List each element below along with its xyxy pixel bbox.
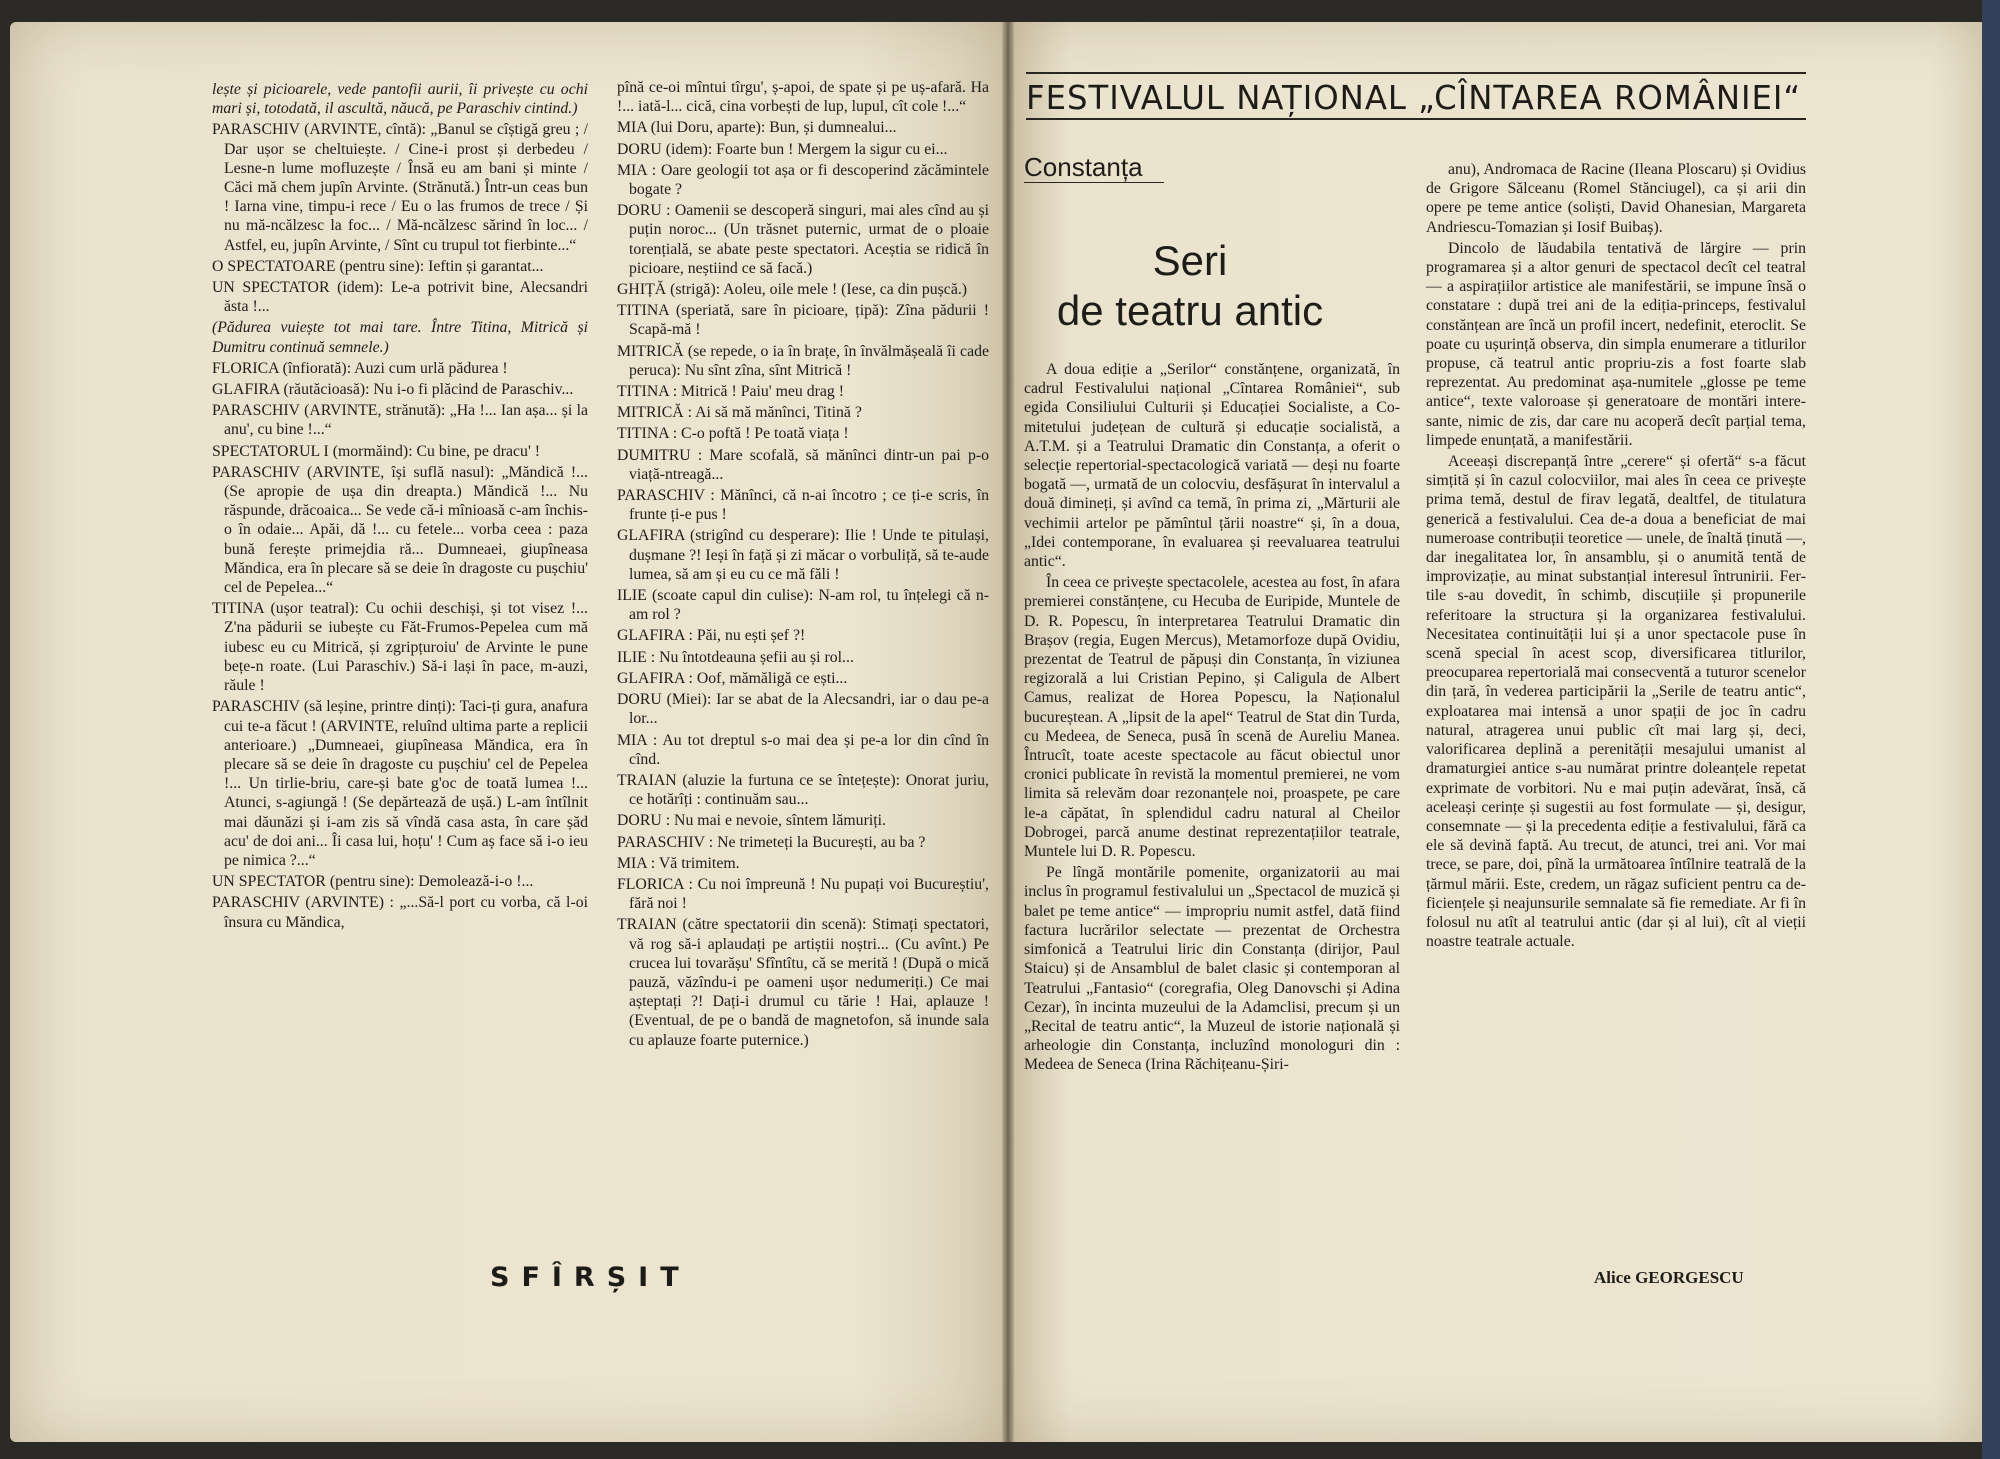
- article-column-1: [1024, 360, 1400, 1077]
- paragraph: PARASCHIV : Mănînci, că n-ai încotro ; ce ți-e scris, în frunte ți-e pus !: [617, 487, 989, 524]
- banner-rule-bottom: [1026, 118, 1806, 120]
- play-text-column-2: [617, 78, 989, 1052]
- banner-rule-top: [1026, 72, 1806, 74]
- paragraph: PARASCHIV (ARVINTE, cîntă): „Banul se cîștigă greu ; / Dar ușor se cheltuiește. / Cine-i prost și derbedeu / Lesne-n lume mofluzește / Însă eu am bani și minte / Căci mă chem jupîn Arvinte. (Strănută.) Într-un ceas bun ! Iarna vine, timpu-i rece / Eu o las frumos de trece / Și nu mă-ncălzesc la foc... / Mă-ncălzesc sărind în loc... / Astfel, eu, jupîn Arvinte, / Sînt cu trupul tot fierbinte...“: [212, 121, 588, 254]
- city-underline: [1024, 182, 1164, 183]
- paragraph: GLAFIRA : Oof, mămăligă ce ești...: [617, 669, 848, 687]
- paragraph: A doua ediție a „Serilor“ constănțene, organizată, în cadrul Festivalului național „Cîntarea României“, sub egida Consiliului Culturii și Educației Socialiste, a Comitetului județean de cultură și educație socialistă, a A.T.M. și a Teatrului Dramatic din Constanța, a oferit o selecție repertorial-spectacologică variată — deși nu foarte bogată —, urmată de un colocviu, desfășurat în intervalul a două dimineți, și avînd ca temă, în prima zi, „Mărturii ale vechimii artelor pe pămîntul țării noastre“ și, în a doua, „Idei contemporane, în evaluarea și reevaluarea teatrului antic“.: [1024, 361, 1400, 571]
- paragraph: ILIE : Nu întotdeauna șefii au și rol...: [617, 648, 854, 666]
- book-gutter: [1002, 22, 1014, 1442]
- paragraph: MITRICĂ : Ai să mă mănînci, Titină ?: [617, 404, 862, 422]
- paragraph: TITINA : Mitrică ! Paiu' meu drag !: [617, 383, 845, 401]
- paragraph: (Pădurea vuiește tot mai tare. Între Titina, Mitrică și Dumitru continuă semnele.): [212, 319, 588, 356]
- paragraph: DORU (idem): Foarte bun ! Mergem la sigur cu ei...: [617, 140, 948, 158]
- paragraph: DUMITRU : Mare scofală, să mănînci dintr-un pai p-o viață-ntreagă...: [617, 446, 989, 483]
- end-mark: SFÎRȘIT: [490, 1262, 691, 1293]
- paragraph: PARASCHIV (ARVINTE, strănută): „Ha !... Ian așa... și la anu', cu bine !...“: [212, 402, 588, 439]
- paragraph: GLAFIRA (strigînd cu desperare): Ilie ! Unde te pitulași, dușmane ?! Ieși în față și zi măcar o vorbuliță, să te-aude lumea, să am și eu cu ce mă făli !: [617, 527, 989, 583]
- headline-line-1: Seri: [1152, 237, 1228, 284]
- paragraph: anu), Andromaca de Racine (Ileana Ploscaru) și Ovidius de Grigore Sălceanu (Romel Stănciugel), ca și arii din opere pe teme antice (soliști, David Ohanesian, Margareta Andriescu-Tomazian și Iosif Buibaș).: [1426, 161, 1806, 236]
- article-headline: [1040, 236, 1340, 336]
- paragraph: DORU : Oamenii se descoperă singuri, mai ales cînd au și puțin noroc... (Un trăsnet puternic, urmat de o ploaie torențială, se abate peste spectatori. Aceștia se ridică în picioare, neștiind ce să facă.): [617, 202, 989, 277]
- paragraph: TRAIAN (către spectatorii din scenă): Stimați spectatori, vă rog să-i aplaudați pe artiștii noștri... (Cu avînt.) Pe crucea lui tovarășu' Sfîntîtu, că se merită ! (După o mică pauză, văzîndu-i pe oameni ușor nedumeriți.) Ce mai așteptați ?! Dați-i drumul cu tărie ! Hai, aplauze ! (Eventual, de pe o bandă de magnetofon, să inunde sala cu aplauze foarte puternice.): [617, 916, 989, 1049]
- paragraph: lește și picioarele, vede pantofii aurii, îi privește cu ochi mari și, totodată, il ascultă, năucă, pe Paraschiv cintind.): [212, 81, 588, 118]
- paragraph: Pe lîngă montările pomenite, organizatorii au mai inclus în programul festivalului un „Spectacol de muzică și balet pe teme antice“ — impropriu numit astfel, dată fiind factura lucrărilor selectate — prezentat de Orchestra simfonică a Teatrului liric din Constanța (dirijor, Paul Staicu) și de Ansamblul de balet clasic și contemporan al Teatrului „Fantasio“ (coregrafia, Oleg Danovschi și Adina Cezar), în incinta muzeului de la Adamclisi, precum și un „Recital de teatru antic“, la Muzeul de istorie națională și arheologie din Constanța, incluzînd monologuri din : Medeea de Seneca (Irina Răchițeanu-Șiri-: [1024, 864, 1400, 1074]
- paragraph: PARASCHIV (să leșine, printre dinți): Taci-ți gura, anafura cui te-a făcut ! (ARVINTE, reluînd ultima parte a replicii anterioare.) „Dumneaei, giupîneasa Măndica, era în plecare să se deie în dragoste cu pușchiu' cel de Pepelea !... Un tirlie-briu, care-și bate g'oc de toată lumea !... Atunci, s-agiungă ! (Se depărtează de ușă.) L-am întîlnit mai dăunăzi și i-am zis să vîndă casa asta, în care șăd acu' de doi ani... Îi casa lui, hoțu' ! Cum aș face să i-o ieu pe nimica ?...“: [212, 698, 588, 869]
- paragraph: FLORICA : Cu noi împreună ! Nu pupați voi Bucureștiu', fără noi !: [617, 875, 989, 913]
- paragraph: TITINA (ușor teatral): Cu ochii deschiși, și tot visez !... Z'na pădurii se iubește cu Făt-Frumos-Pepelea cum mă iubesc eu cu Mitrică, și zgripțuroiu' de Arvinte le pune bețe-n roate. (Lui Paraschiv.) Să-i lași în pace, m-auzi, răule !: [212, 600, 588, 695]
- paragraph: PARASCHIV (ARVINTE) : „...Să-l port cu vorba, că l-oi însura cu Măndica,: [212, 894, 588, 931]
- author-byline: Alice GEORGESCU: [1594, 1268, 1744, 1287]
- article-column-2: [1426, 160, 1806, 953]
- paragraph: MIA : Vă trimitem.: [617, 854, 740, 872]
- paragraph: UN SPECTATOR (pentru sine): Demolează-i-o !...: [212, 873, 534, 891]
- paragraph: MIA (lui Doru, aparte): Bun, și dumnealui...: [617, 119, 897, 137]
- headline-line-2: de teatru antic: [1056, 287, 1324, 334]
- paragraph: TITINA : C-o poftă ! Pe toată viața !: [617, 425, 849, 443]
- paragraph: MITRICĂ (se repede, o ia în brațe, în învălmășeală îi cade peruca): Nu sînt zîna, sînt Mitrică !: [617, 342, 989, 379]
- paragraph: PARASCHIV : Ne trimeteți la București, au ba ?: [617, 833, 926, 851]
- paragraph: Dincolo de lăudabila tentativă de lărgire — prin programarea și a altor genuri de spectacol decît cel teatral — a aspirațiilor artistice ale manifestării, se impune însă o constatare : după trei ani de la ediția-princeps, festivalul constănțean are încă un profil incert, nedefinit, eteroclit. Se poate cu ușurință observa, din simpla enumerare a titlurilor propuse, că teatrul antic propriu-zis a fost foarte slab reprezentat. Au predominat așa-numitele „glosse pe teme antice“, texte valoroase și generatoare de montări interesante, nimic de zis, dar care nu acoperă decît parțial tema, limpede enunțată, a manifestării.: [1426, 239, 1806, 449]
- paragraph: GLAFIRA : Păi, nu ești șef ?!: [617, 627, 806, 645]
- paragraph: GLAFIRA (răutăcioasă): Nu i-o fi plăcind de Paraschiv...: [212, 381, 574, 399]
- paragraph: UN SPECTATOR (idem): Le-a potrivit bine, Alecsandri ăsta !...: [212, 279, 588, 316]
- paragraph: FLORICA (înfiorată): Auzi cum urlă pădurea !: [212, 359, 508, 377]
- paragraph: DORU : Nu mai e nevoie, sîntem lămuriți.: [617, 812, 886, 830]
- paragraph: O SPECTATOARE (pentru sine): Ieftin și garantat...: [212, 257, 544, 275]
- paragraph: TRAIAN (aluzie la furtuna ce se întețește): Onorat juriu, ce hotărîți : continuăm sau...: [617, 771, 989, 809]
- paragraph: MIA : Au tot dreptul s-o mai dea și pe-a lor din cînd în cînd.: [617, 731, 989, 768]
- paragraph: PARASCHIV (ARVINTE, își suflă nasul): „Măndică !... (Se apropie de ușa din dreapta.) Măndică !... Nu răspunde, drăcoaica... Se vede că-i mînioasă c-am închis-o în odaie... Apăi, dă !... cu fetele... vorba ceea : paza bună ferește primejdia ră... Dumneaei, giupîneasa Măndica, era în plecare să se deie în dragoste cu pușchiu' cel de Pepelea...“: [212, 463, 588, 597]
- paragraph: Aceeași discrepanță între „cerere“ și ofertă“ s-a făcut simțită și în cazul colocviilor, mai ales în ceea ce privește prima temă, destul de firav legată, dealtfel, de titulatura generică a festivalului. Cea de-a doua a beneficiat de mai numeroase contribuții teoretice — unele, de înaltă ținută —, dar inegalitatea lor, în ansamblu, și o anumită tentă de improvizație, au minat substanțial interesul întrunirii. Fertile s-au dovedit, în schimb, discuțiile și propunerile referitoare la structura și la organizarea festivalului. Necesitatea continuității lui și a unor spectacole puse în scenă special în acest scop, diversificarea titlurilor, preocuparea repertorială mai consecventă a tuturor scenelor din țară, în vederea participării la „Serile de teatru antic“, exploatarea mai intensă a unor spații de joc în cadru natural, atragerea unui public cît mai larg și, deci, valorificarea deplină a perenității mesajului umanist al dramaturgiei antice s-au numărat printre doleanțele repetat exprimate de vorbitori. Nu e mai puțin adevărat, însă, că aceleași cerințe și sugestii au fost formulate — și, desigur, consemnate — și la precedenta ediție a festivalului, fără ca ele să devină faptă. Au trecut, de atunci, trei ani. Vor mai trece, se pare, doi, pînă la următoarea întîlnire teatrală de la țărmul mării. Este, credem, un răgaz suficient pentru ca deficiențele și neajunsurile semnalate să fie remediate. Ar fi în folosul nu atît al teatrului antic (dar și al lui), cît al vieții noastre teatrale actuale.: [1426, 453, 1806, 951]
- edge-strip: [1982, 0, 2000, 1459]
- paragraph: pînă ce-oi mîntui tîrgu', ș-apoi, de spate și pe uș-afară. Ha !... iată-l... cică, cina vorbești de lup, lupul, cît cole !...“: [617, 79, 989, 116]
- paragraph: GHIȚĂ (strigă): Aoleu, oile mele ! (Iese, ca din pușcă.): [617, 281, 968, 299]
- paragraph: SPECTATORUL I (mormăind): Cu bine, pe dracu' !: [212, 442, 541, 460]
- paragraph: TITINA (speriată, sare în picioare, țipă): Zîna pădurii ! Scapă-mă !: [617, 302, 989, 339]
- paragraph: În ceea ce privește spectacolele, acestea au fost, în afara premierei constănțene, cu Hecuba de Euripide, Muntele de D. R. Popescu, în interpretarea Teatrului Dramatic din Brașov (regia, Eugen Mercus), Metamorfoze după Ovidiu, prezentat de Teatrul de păpuși din Constanța, în viziunea regizorală a lui Cristian Pepino, și Caligula de Albert Camus, realizat de Horea Popescu, la Naționalul bucureștean. A „lipsit de la apel“ Teatrul de Stat din Turda, cu Medeea, de Seneca, pusă în scenă de Aureliu Manea. Întrucît, toate aceste spectacole au făcut obiectul unor cronici publicate în revistă la momentul premierei, ne vom limita să relevăm doar rezonanțele noi, proaspete, pe care le-a căpătat, în splendidul cadru natural al Cheilor Dobrogei, parcă anume destinat reprezentațiilor teatrale, Muntele lui D. R. Popescu.: [1024, 574, 1400, 861]
- paragraph: MIA : Oare geologii tot așa or fi descoperind zăcămintele bogate ?: [617, 161, 989, 199]
- play-text-column-1: [212, 80, 588, 934]
- section-city: Constanța: [1024, 152, 1143, 182]
- paragraph: ILIE (scoate capul din culise): N-am rol, tu înțelegi că n-am rol ?: [617, 587, 989, 624]
- festival-banner: FESTIVALUL NAȚIONAL „CÎNTAREA ROMÂNIEI“: [1026, 78, 1802, 117]
- paragraph: DORU (Miei): Iar se abat de la Alecsandri, iar o dau pe-a lor...: [617, 691, 989, 728]
